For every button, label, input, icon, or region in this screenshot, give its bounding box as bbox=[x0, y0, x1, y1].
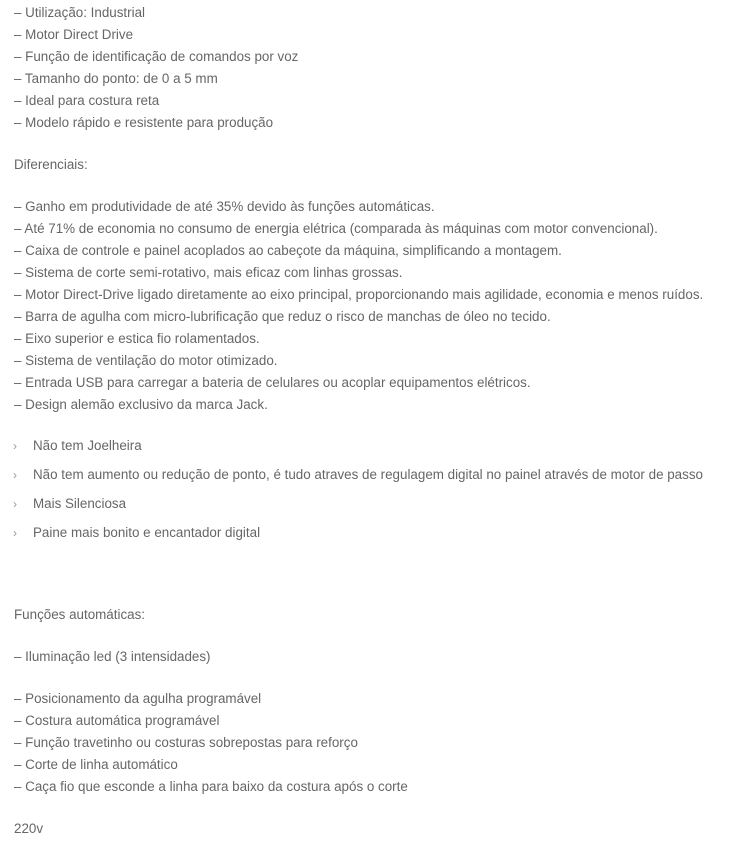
diferencial-item: – Barra de agulha com micro-lubrificação que reduz o risco de manchas de óleo no tecido. bbox=[14, 309, 551, 324]
spec-item: – Tamanho do ponto: de 0 a 5 mm bbox=[14, 71, 218, 86]
spec-item: – Modelo rápido e resistente para produção bbox=[14, 115, 274, 130]
chevron-right-icon: › bbox=[13, 439, 17, 453]
funcao-item: – Corte de linha automático bbox=[14, 757, 178, 772]
highlight-text: Não tem Joelheira bbox=[33, 438, 142, 453]
voltage-label: 220v bbox=[14, 821, 44, 836]
diferencial-item: – Eixo superior e estica fio rolamentados. bbox=[14, 331, 260, 346]
highlight-item bbox=[13, 495, 126, 513]
funcao-item: – Posicionamento da agulha programável bbox=[14, 691, 262, 706]
funcao-item: – Costura automática programável bbox=[14, 713, 220, 728]
chevron-right-icon: › bbox=[13, 526, 17, 540]
diferencial-item: – Caixa de controle e painel acoplados ao cabeçote da máquina, simplificando a montagem. bbox=[14, 243, 562, 258]
funcoes-heading: Funções automáticas: bbox=[14, 607, 145, 622]
diferencial-item: – Entrada USB para carregar a bateria de celulares ou acoplar equipamentos elétricos. bbox=[14, 375, 531, 390]
diferencial-item: – Motor Direct-Drive ligado diretamente ao eixo principal, proporcionando mais agilidade, economia e menos ruídos. bbox=[14, 287, 704, 302]
diferencial-item: – Ganho em produtividade de até 35% devido às funções automáticas. bbox=[14, 199, 435, 214]
highlight-item bbox=[13, 524, 260, 542]
chevron-right-icon: › bbox=[13, 468, 17, 482]
diferencial-item: – Sistema de ventilação do motor otimizado. bbox=[14, 353, 278, 368]
highlight-item bbox=[13, 466, 703, 484]
highlight-text: Não tem aumento ou redução de ponto, é tudo atraves de regulagem digital no painel através de motor de passo bbox=[33, 467, 703, 482]
spec-item: – Utilização: Industrial bbox=[14, 5, 145, 20]
spec-item: – Função de identificação de comandos por voz bbox=[14, 49, 299, 64]
diferencial-item: – Sistema de corte semi-rotativo, mais eficaz com linhas grossas. bbox=[14, 265, 403, 280]
diferenciais-heading: Diferenciais: bbox=[14, 157, 88, 172]
funcao-item: – Caça fio que esconde a linha para baixo da costura após o corte bbox=[14, 779, 408, 794]
highlight-item bbox=[13, 437, 142, 455]
spec-item: – Ideal para costura reta bbox=[14, 93, 160, 108]
diferencial-item: – Design alemão exclusivo da marca Jack. bbox=[14, 397, 268, 412]
chevron-right-icon: › bbox=[13, 497, 17, 511]
diferencial-item: – Até 71% de economia no consumo de energia elétrica (comparada às máquinas com motor convencional). bbox=[14, 221, 658, 236]
funcao-item: – Iluminação led (3 intensidades) bbox=[14, 649, 211, 664]
spec-item: – Motor Direct Drive bbox=[14, 27, 134, 42]
highlight-text: Paine mais bonito e encantador digital bbox=[33, 525, 261, 540]
highlight-text: Mais Silenciosa bbox=[33, 496, 127, 511]
funcao-item: – Função travetinho ou costuras sobrepostas para reforço bbox=[14, 735, 358, 750]
